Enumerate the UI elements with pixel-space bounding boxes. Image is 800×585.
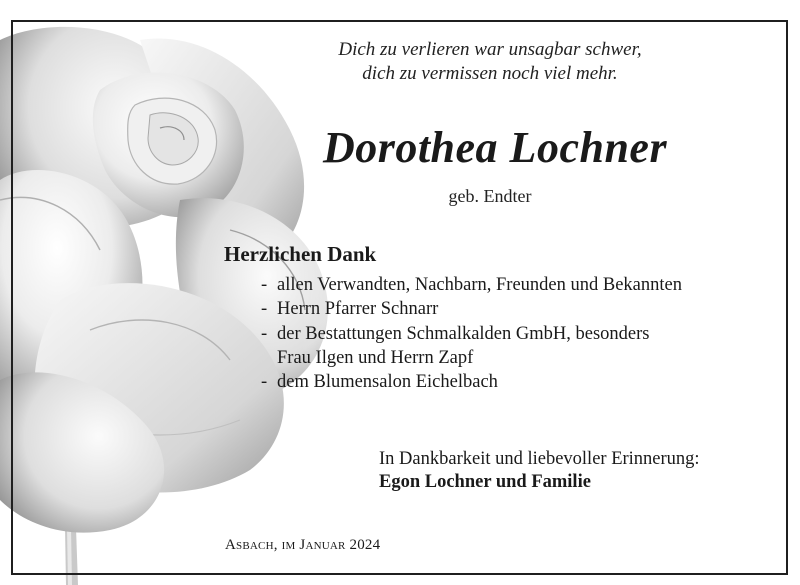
thanks-item-text-continued: Frau Ilgen und Herrn Zapf xyxy=(277,347,474,368)
thanks-list xyxy=(261,273,682,394)
deceased-name: Dorothea Lochner xyxy=(322,123,668,172)
thanks-item xyxy=(261,370,682,394)
motto-line-1: Dich zu verlieren war unsagbar schwer, xyxy=(338,39,642,60)
place-and-date: Asbach, im Januar 2024 xyxy=(225,537,381,553)
thanks-item xyxy=(261,273,682,297)
thanks-item-text: dem Blumensalon Eichelbach xyxy=(277,372,498,393)
thanks-item xyxy=(261,297,682,321)
motto xyxy=(260,38,720,86)
thanks-item-text: allen Verwandten, Nachbarn, Freunden und Bekannten xyxy=(277,275,682,295)
family-signature: Egon Lochner und Familie xyxy=(379,472,591,492)
thanks-item-text: Herrn Pfarrer Schnarr xyxy=(277,299,439,320)
thanks-item xyxy=(261,322,682,371)
thanks-heading: Herzlichen Dank xyxy=(224,242,377,266)
thanks-item-text: der Bestattungen Schmalkalden GmbH, besonders xyxy=(277,323,650,344)
closing-line: In Dankbarkeit und liebevoller Erinnerung: xyxy=(379,449,700,469)
birth-name: geb. Endter xyxy=(448,186,532,206)
motto-line-2: dich zu vermissen noch viel mehr. xyxy=(362,63,618,84)
